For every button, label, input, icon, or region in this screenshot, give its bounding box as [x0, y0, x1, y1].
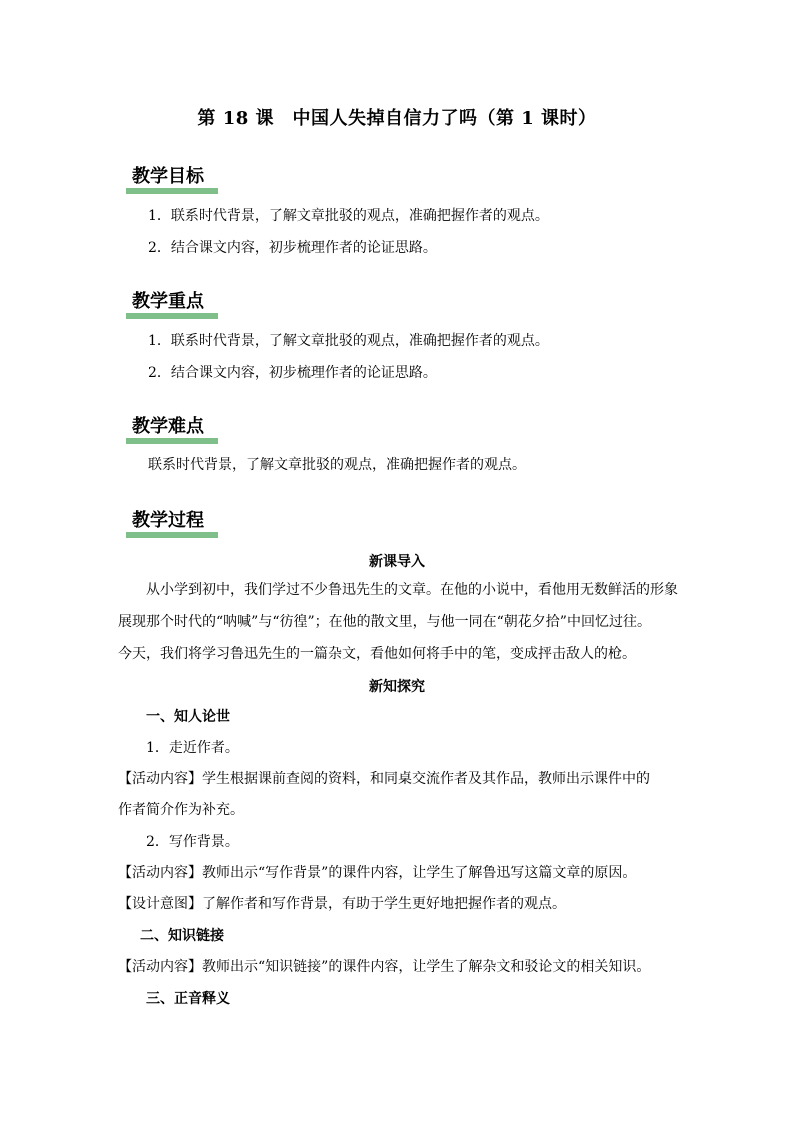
heading-text: 教学过程	[132, 510, 204, 531]
activity-tag: 【活动内容】	[118, 865, 202, 881]
heading-underline	[126, 532, 218, 538]
key-point-item-1: 1．联系时代背景，了解文章批驳的观点，准确把握作者的观点。	[148, 333, 549, 349]
heading-underline	[126, 438, 218, 444]
section-heading-process	[130, 506, 206, 532]
design-intent	[118, 895, 566, 913]
goal-item-1: 1．联系时代背景，了解文章批驳的观点，准确把握作者的观点。	[148, 208, 549, 224]
intro-line-3: 今天，我们将学习鲁迅先生的一篇杂文，看他如何将手中的笔，变成抨击敌人的枪。	[118, 646, 636, 662]
activity-tag: 【活动内容】	[118, 959, 202, 975]
activity-tag: 【活动内容】	[118, 771, 202, 787]
item-2: 2．写作背景。	[146, 834, 239, 850]
section-heading-difficulties	[130, 412, 206, 438]
activity-3	[118, 958, 650, 976]
section-heading-goals	[130, 162, 206, 188]
heading-underline	[126, 313, 218, 319]
part-1-title: 一、知人论世	[146, 709, 230, 725]
design-tag: 【设计意图】	[118, 896, 202, 912]
activity-text: 学生根据课前查阅的资料，和同桌交流作者及其作品，教师出示课件中的	[202, 771, 650, 787]
heading-underline	[126, 188, 218, 194]
intro-line-2: 展现那个时代的“呐喊”与“彷徨”；在他的散文里，与他一同在“朝花夕拾”中回忆过往。	[118, 614, 651, 630]
difficulty-text: 联系时代背景，了解文章批驳的观点，准确把握作者的观点。	[148, 457, 526, 473]
item-1: 1．走近作者。	[146, 740, 239, 756]
heading-text: 教学目标	[132, 166, 204, 187]
heading-text: 教学重点	[132, 291, 204, 312]
part-2-title: 二、知识链接	[140, 928, 224, 944]
activity-text: 教师出示“知识链接”的课件内容，让学生了解杂文和驳论文的相关知识。	[202, 959, 651, 975]
heading-text: 教学难点	[132, 416, 204, 437]
goal-item-2: 2．结合课文内容，初步梳理作者的论证思路。	[148, 240, 437, 256]
activity-2	[118, 864, 636, 882]
subheading-intro: 新课导入	[369, 554, 425, 570]
activity-1-line-2: 作者简介作为补充。	[118, 802, 244, 818]
design-text: 了解作者和写作背景，有助于学生更好地把握作者的观点。	[202, 896, 566, 912]
key-point-item-2: 2．结合课文内容，初步梳理作者的论证思路。	[148, 365, 437, 381]
part-3-title: 三、正音释义	[146, 991, 230, 1007]
intro-line-1: 从小学到初中，我们学过不少鲁迅先生的文章。在他的小说中，看他用无数鲜活的形象	[146, 582, 678, 598]
section-heading-key-points	[130, 287, 206, 313]
activity-1-line-1	[118, 770, 650, 788]
activity-text: 教师出示“写作背景”的课件内容，让学生了解鲁迅写这篇文章的原因。	[202, 865, 637, 881]
page-title: 第 18 课 中国人失掉自信力了吗（第 1 课时）	[197, 108, 597, 129]
subheading-explore: 新知探究	[369, 679, 425, 695]
